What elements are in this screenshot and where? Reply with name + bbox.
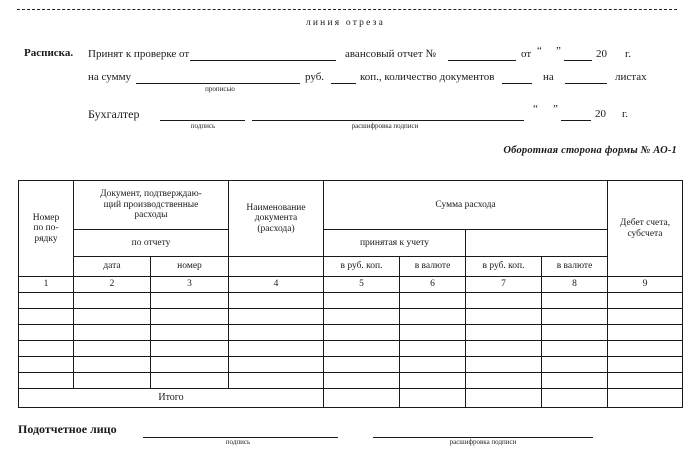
receipt-line-2	[0, 67, 691, 97]
header-document-group	[74, 181, 229, 230]
kop-input[interactable]	[331, 71, 356, 84]
header-debit-l1: Дебет счета,	[619, 217, 671, 228]
quote-close-1: ”	[556, 45, 561, 57]
receipt-line-1	[0, 45, 691, 67]
header-col-number-l1: Номер	[32, 212, 60, 223]
receipt-block	[0, 45, 691, 130]
accountant-decoding-input[interactable]	[252, 108, 524, 121]
cell-5[interactable]	[324, 309, 400, 325]
cell-4[interactable]	[229, 309, 324, 325]
day-input-1[interactable]	[564, 48, 592, 61]
caption-signature-accountant: подпись	[190, 122, 216, 130]
header-in-currency-report: в валюте	[400, 257, 466, 277]
cell-4[interactable]	[229, 373, 324, 389]
accountant-label: Бухгалтер	[88, 107, 140, 121]
cell-6[interactable]	[400, 309, 466, 325]
cell-3[interactable]	[151, 293, 229, 309]
day-input-2[interactable]	[561, 108, 591, 121]
on-label: на	[543, 71, 554, 83]
header-in-rub-accepted: в руб. коп.	[466, 257, 542, 277]
table-row[interactable]	[19, 293, 683, 309]
column-number-2: 2	[74, 277, 151, 293]
receipt-title: Расписка.	[24, 47, 74, 59]
advance-report-label: авансовый отчет №	[345, 48, 436, 60]
cell-3[interactable]	[151, 325, 229, 341]
header-name-group-l3: (расхода)	[257, 223, 295, 234]
cell-2[interactable]	[74, 373, 151, 389]
header-expense-sum: Сумма расхода	[324, 181, 608, 230]
cell-5[interactable]	[324, 373, 400, 389]
table-header-row-1	[19, 181, 683, 230]
accepted-from-input[interactable]	[190, 48, 336, 61]
header-date: дата	[74, 257, 151, 277]
cell-6[interactable]	[400, 341, 466, 357]
cell-4[interactable]	[229, 341, 324, 357]
cell-8[interactable]	[542, 357, 608, 373]
accepted-from-label: Принят к проверке от	[88, 48, 190, 60]
footer-block	[18, 420, 682, 450]
quote-open-1: “	[537, 45, 542, 57]
total-label: Итого	[19, 389, 324, 408]
from-label: от	[521, 48, 532, 60]
caption-decoding-footer: расшифровка подписи	[449, 438, 517, 446]
cell-9[interactable]	[608, 341, 683, 357]
column-number-6: 6	[400, 277, 466, 293]
cell-1[interactable]	[19, 373, 74, 389]
cell-9[interactable]	[608, 373, 683, 389]
cell-8[interactable]	[542, 293, 608, 309]
cell-3[interactable]	[151, 309, 229, 325]
table-row[interactable]	[19, 325, 683, 341]
year-suffix-1: г.	[625, 48, 632, 60]
advance-report-number-input[interactable]	[448, 48, 516, 61]
form-back-side-caption: Оборотная сторона формы № АО-1	[503, 145, 677, 156]
cell-2[interactable]	[74, 357, 151, 373]
column-number-9: 9	[608, 277, 683, 293]
cell-2[interactable]	[74, 293, 151, 309]
header-in-currency-accepted: в валюте	[542, 257, 608, 277]
docs-count-input[interactable]	[502, 71, 532, 84]
column-number-4: 4	[229, 277, 324, 293]
sum-written-input[interactable]	[136, 71, 300, 84]
cell-1[interactable]	[19, 293, 74, 309]
cell-6[interactable]	[400, 357, 466, 373]
cell-4[interactable]	[229, 293, 324, 309]
sheets-count-input[interactable]	[565, 71, 607, 84]
header-in-rub-report: в руб. коп.	[324, 257, 400, 277]
caption-written: прописью	[205, 85, 235, 93]
year-label-2: 20	[595, 108, 606, 120]
cell-1[interactable]	[19, 309, 74, 325]
kop-docs-label: коп., количество документов	[360, 71, 495, 83]
cell-5[interactable]	[324, 357, 400, 373]
table-total-row	[19, 389, 683, 408]
cell-7[interactable]	[466, 309, 542, 325]
header-debit-l2: субсчета	[627, 228, 663, 239]
cell-8[interactable]	[542, 309, 608, 325]
header-number: номер	[151, 257, 229, 277]
cell-9[interactable]	[608, 293, 683, 309]
cell-3[interactable]	[151, 373, 229, 389]
cell-2[interactable]	[74, 309, 151, 325]
cell-5[interactable]	[324, 341, 400, 357]
cell-7[interactable]	[466, 341, 542, 357]
total-cell-7[interactable]	[466, 389, 542, 408]
rub-label: руб.	[305, 71, 325, 83]
cell-2[interactable]	[74, 325, 151, 341]
accountant-signature-input[interactable]	[160, 108, 245, 121]
expenses-table	[18, 180, 683, 408]
header-accepted: принятая к учету	[324, 230, 466, 257]
cell-9[interactable]	[608, 325, 683, 341]
table-row[interactable]	[19, 309, 683, 325]
cell-4[interactable]	[229, 357, 324, 373]
cell-7[interactable]	[466, 293, 542, 309]
caption-signature-footer: подпись	[225, 438, 251, 446]
cell-7[interactable]	[466, 357, 542, 373]
expenses-table-wrapper	[18, 180, 682, 408]
cell-6[interactable]	[400, 293, 466, 309]
receipt-line-3	[0, 97, 691, 130]
cell-1[interactable]	[19, 341, 74, 357]
cell-8[interactable]	[542, 341, 608, 357]
quote-open-2: “	[533, 103, 538, 115]
header-name-group-spacer	[229, 257, 324, 277]
cell-3[interactable]	[151, 341, 229, 357]
total-cell-6[interactable]	[400, 389, 466, 408]
column-number-3: 3	[151, 277, 229, 293]
cell-6[interactable]	[400, 325, 466, 341]
header-by-report: по отчету	[74, 230, 229, 257]
sum-label: на сумму	[88, 71, 132, 83]
total-cell-9-empty	[608, 389, 683, 408]
cell-4[interactable]	[229, 325, 324, 341]
header-name-group-l1: Наименование	[246, 202, 306, 213]
accountable-person-label: Подотчетное лицо	[18, 422, 117, 436]
quote-close-2: ”	[553, 103, 558, 115]
table-header-row-3	[19, 257, 683, 277]
table-column-numbers-row	[19, 277, 683, 293]
cell-9[interactable]	[608, 309, 683, 325]
cut-line-dashed	[17, 9, 677, 10]
cell-1[interactable]	[19, 325, 74, 341]
cell-6[interactable]	[400, 373, 466, 389]
cell-3[interactable]	[151, 357, 229, 373]
cell-8[interactable]	[542, 373, 608, 389]
cell-9[interactable]	[608, 357, 683, 373]
header-col-number-l2: по по-	[33, 223, 59, 234]
cell-7[interactable]	[466, 325, 542, 341]
header-name-group-l2: документа	[254, 213, 298, 224]
column-number-1: 1	[19, 277, 74, 293]
cell-2[interactable]	[74, 341, 151, 357]
header-document-group-l1: Документ, подтверждаю-	[100, 189, 202, 200]
cell-8[interactable]	[542, 325, 608, 341]
sheets-label: листах	[615, 71, 647, 83]
caption-decoding-accountant: расшифровка подписи	[351, 122, 419, 130]
year-suffix-2: г.	[622, 108, 629, 120]
header-debit-account	[608, 181, 683, 277]
column-number-5: 5	[324, 277, 400, 293]
cell-5[interactable]	[324, 325, 400, 341]
header-col-number	[19, 181, 74, 277]
cell-1[interactable]	[19, 357, 74, 373]
cell-5[interactable]	[324, 293, 400, 309]
header-document-group-l3: расходы	[134, 210, 168, 221]
header-name-group	[229, 181, 324, 257]
header-document-group-l2: щий производственные	[103, 199, 199, 210]
table-row[interactable]	[19, 373, 683, 389]
column-number-7: 7	[466, 277, 542, 293]
table-row[interactable]	[19, 341, 683, 357]
year-label-1: 20	[596, 48, 607, 60]
header-col-number-l3: рядку	[34, 233, 58, 244]
table-row[interactable]	[19, 357, 683, 373]
total-cell-8[interactable]	[542, 389, 608, 408]
total-cell-5[interactable]	[324, 389, 400, 408]
cell-7[interactable]	[466, 373, 542, 389]
cut-line-label: линия отреза	[305, 18, 386, 28]
column-number-8: 8	[542, 277, 608, 293]
table-header-row-2	[19, 230, 683, 257]
